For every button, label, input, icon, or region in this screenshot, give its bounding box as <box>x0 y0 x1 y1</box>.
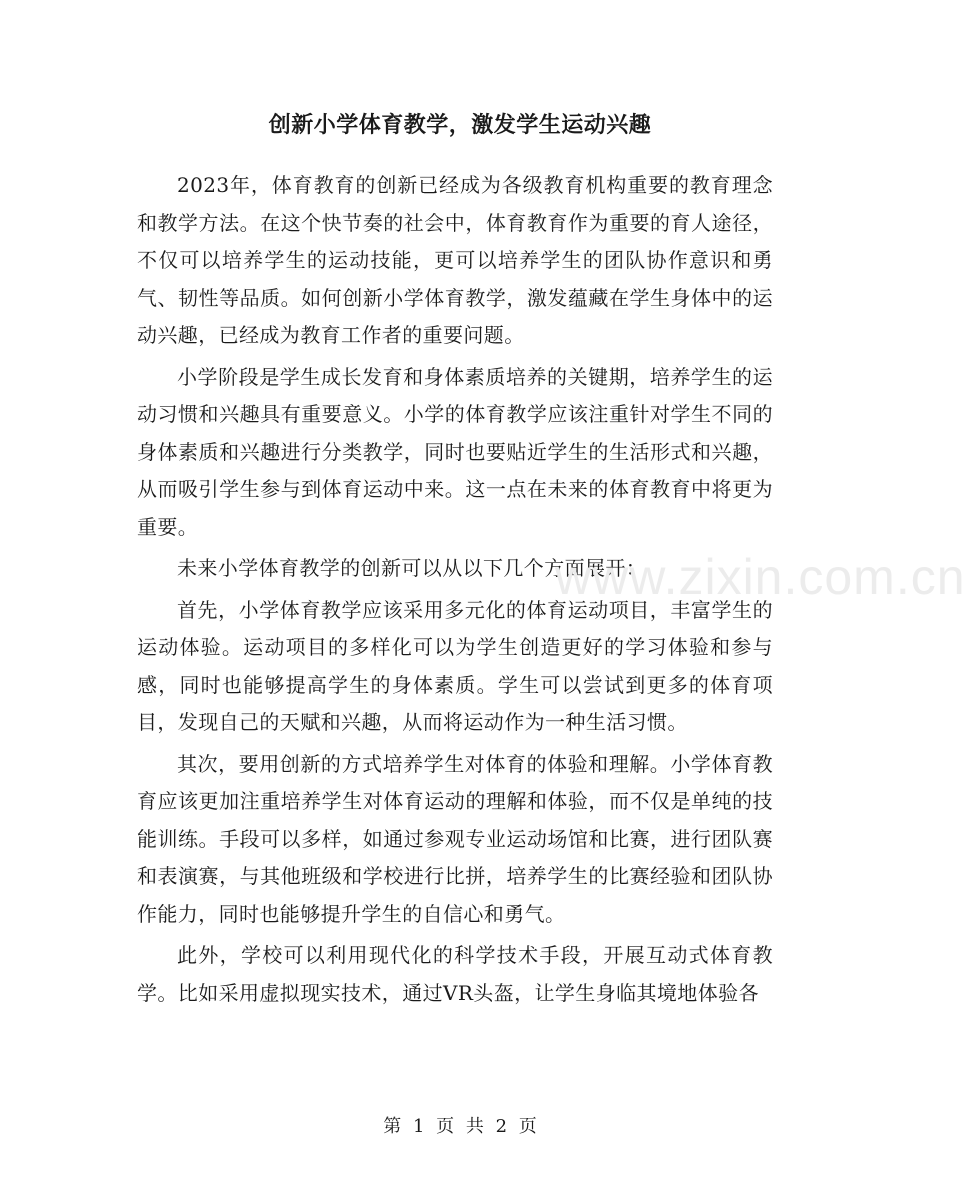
paragraph-5: 其次，要用创新的方式培养学生对体育的体验和理解。小学体育教育应该更加注重培养学生对体育运动的理解和体验，而不仅是单纯的技能训练。手段可以多样，如通过参观专业运动场馆和比赛，进行团队赛和表演赛，与其他班级和学校进行比拼，培养学生的比赛经验和团队协作能力，同时也能够提升学生的自信心和勇气。 <box>137 751 773 926</box>
paragraph-4: 首先，小学体育教学应该采用多元化的体育运动项目，丰富学生的运动体验。运动项目的多样化可以为学生创造更好的学习体验和参与感，同时也能够提高学生的身体素质。学生可以尝试到更多的体育项目，发现自己的天赋和兴趣，从而将运动作为一种生活习惯。 <box>137 597 773 734</box>
watermark: www.zixin.com.cn <box>555 549 966 605</box>
paragraph-6: 此外，学校可以利用现代化的科学技术手段，开展互动式体育教学。比如采用虚拟现实技术，通过VR头盔，让学生身临其境地体验各 <box>137 943 773 1005</box>
page-footer: 第 1 页 共 2 页 <box>383 1116 537 1137</box>
document-title: 创新小学体育教学，激发学生运动兴趣 <box>268 112 652 138</box>
document-body <box>137 167 773 1016</box>
paragraph-1: 2023年，体育教育的创新已经成为各级教育机构重要的教育理念和教学方法。在这个快节奏的社会中，体育教育作为重要的育人途径，不仅可以培养学生的运动技能，更可以培养学生的团队协作意识和勇气、韧性等品质。如何创新小学体育教学，激发蕴藏在学生身体中的运动兴趣，已经成为教育工作者的重要问题。 <box>137 173 773 347</box>
paragraph-3: 未来小学体育教学的创新可以从以下几个方面展开： <box>177 556 647 580</box>
paragraph-2: 小学阶段是学生成长发育和身体素质培养的关键期，培养学生的运动习惯和兴趣具有重要意义。小学的体育教学应该注重针对学生不同的身体素质和兴趣进行分类教学，同时也要贴近学生的生活形式和兴趣，从而吸引学生参与到体育运动中来。这一点在未来的体育教育中将更为重要。 <box>137 364 773 539</box>
